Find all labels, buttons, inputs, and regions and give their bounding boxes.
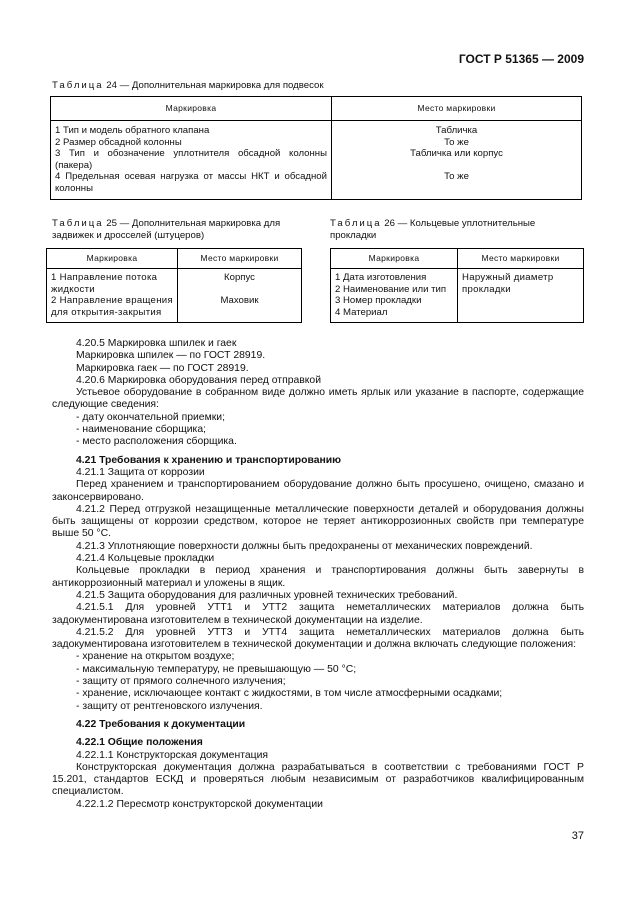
section-heading: 4.21 Требования к хранению и транспортированию: [76, 454, 342, 466]
paragraph: Перед хранением и транспортированием оборудование должно быть просушено, очищено, смазано и законсервировано.: [52, 479, 584, 503]
list-item: - максимальную температуру, не превышающую — 50 °С;: [76, 663, 357, 675]
paragraph: Маркировка шпилек — по ГОСТ 28919.: [76, 350, 266, 362]
cell-place: Наружный диаметр прокладки: [462, 272, 554, 295]
paragraph: 4.21.3 Уплотняющие поверхности должны быть предохранены от механических повреждений.: [76, 540, 533, 552]
paragraph: 4.21.4 Кольцевые прокладки: [76, 553, 215, 565]
cell-place: То же: [444, 136, 469, 148]
paragraph: 4.22.1.2 Пересмотр конструкторской документации: [76, 798, 323, 810]
cell-place: Табличка: [435, 125, 478, 136]
paragraph: 4.20.5 Маркировка шпилек и гаек: [76, 338, 237, 349]
table-26: [330, 248, 584, 323]
list-item: - защиту от рентгеновского излучения.: [76, 700, 263, 712]
cell-place: Табличка или корпус: [410, 148, 503, 159]
cell-marking: 1 Тип и модель обратного клапана: [55, 125, 210, 136]
cell-marking: 1 Дата изготовления: [335, 272, 427, 283]
cell-marking: 2 Размер обсадной колонны: [55, 136, 182, 148]
paragraph: 4.21.5 Защита оборудования для различных уровней технических требований.: [76, 589, 458, 601]
list-item: - хранение на открытом воздухе;: [76, 651, 235, 663]
paragraph: 4.21.5.2 Для уровней УТТ3 и УТТ4 защита неметаллических материалов должна быть задокументирована изготовителем в технической документации и должна включать следующие положения:: [52, 626, 584, 651]
table-row: [47, 269, 302, 323]
table-25-caption: [52, 218, 304, 241]
table-row: [51, 121, 582, 200]
cell-place: Маховик: [220, 295, 259, 306]
paragraph: Конструкторская документация должна разрабатываться в соответствии с требованиями ГОСТ Р 15.201, стандартов ЕСКД и проверяться любым независимым от разработчиков квалифицированным специалистом.: [52, 761, 584, 798]
table-label: Таблица: [330, 218, 382, 229]
paragraph: 4.21.5.1 Для уровней УТТ1 и УТТ2 защита неметаллических материалов должна быть задокументирована изготовителем в технической документации на изделие.: [52, 602, 584, 626]
col-header: Маркировка: [47, 249, 178, 269]
cell-marking: 4 Материал: [335, 306, 388, 318]
col-header: Место маркировки: [178, 249, 302, 269]
subsection-heading: 4.22.1 Общие положения: [76, 737, 203, 749]
table-caption-text: 26 — Кольцевые уплотнительные прокладки: [330, 218, 536, 241]
table-label: Таблица: [52, 80, 104, 91]
paragraph: Маркировка гаек — по ГОСТ 28919.: [76, 362, 249, 374]
cell-place: То же: [444, 171, 469, 182]
table-caption-text: 25 — Дополнительная маркировка для задвижек и дросселей (штуцеров): [52, 218, 281, 241]
document-header: ГОСТ Р 51365 — 2009: [458, 52, 584, 66]
table-25: [46, 248, 302, 323]
table-26-caption: [330, 218, 584, 241]
cell-marking: 4 Предельная осевая нагрузка от массы НКТ и обсадной колонны: [55, 171, 327, 194]
list-item: - наименование сборщика;: [76, 424, 206, 436]
page-number: 37: [571, 830, 584, 842]
table-24-caption: [52, 80, 584, 92]
list-item: - место расположения сборщика.: [76, 436, 237, 448]
table-caption-text: 24 — Дополнительная маркировка для подвесок: [106, 80, 324, 91]
table-label: Таблица: [52, 218, 104, 229]
paragraph: Кольцевые прокладки в период хранения и транспортирования должны быть завернуты в антикоррозионный материал и уложены в ящик.: [52, 565, 584, 589]
body-text: [52, 338, 584, 811]
col-header: Маркировка: [331, 249, 458, 269]
cell-place: Корпус: [224, 272, 255, 283]
cell-marking: 1 Направление потока жидкости: [51, 272, 158, 295]
cell-marking: 3 Номер прокладки: [335, 295, 422, 306]
col-header: Маркировка: [51, 97, 332, 121]
list-item: - дату окончательной приемки;: [76, 411, 225, 423]
list-item: - защиту от прямого солнечного излучения;: [76, 676, 286, 688]
table-row: [331, 269, 584, 323]
paragraph: Устьевое оборудование в собранном виде должно иметь ярлык или указание в паспорте, содержащие следующие сведения:: [52, 387, 584, 411]
cell-marking: 2 Направление вращения для открытия-закрытия: [51, 295, 173, 318]
paragraph: 4.21.1 Защита от коррозии: [76, 466, 205, 478]
cell-marking: 2 Наименование или тип: [335, 283, 447, 295]
paragraph: 4.21.2 Перед отгрузкой незащищенные металлические поверхности деталей и оборудования должны быть защищены от коррозии средством, которое не теряет антикоррозионных свойств при температуре выше 50 °С.: [52, 503, 584, 540]
paragraph: 4.20.6 Маркировка оборудования перед отправкой: [76, 374, 322, 386]
section-heading: 4.22 Требования к документации: [76, 718, 246, 730]
table-24: [50, 96, 582, 200]
col-header: Место маркировки: [332, 97, 582, 121]
list-item: - хранение, исключающее контакт с жидкостями, в том числе атмосферными осадками;: [76, 688, 503, 700]
col-header: Место маркировки: [458, 249, 584, 269]
paragraph: 4.22.1.1 Конструкторская документация: [76, 749, 268, 761]
cell-marking: 3 Тип и обозначение уплотнителя обсадной колонны (пакера): [55, 148, 327, 171]
